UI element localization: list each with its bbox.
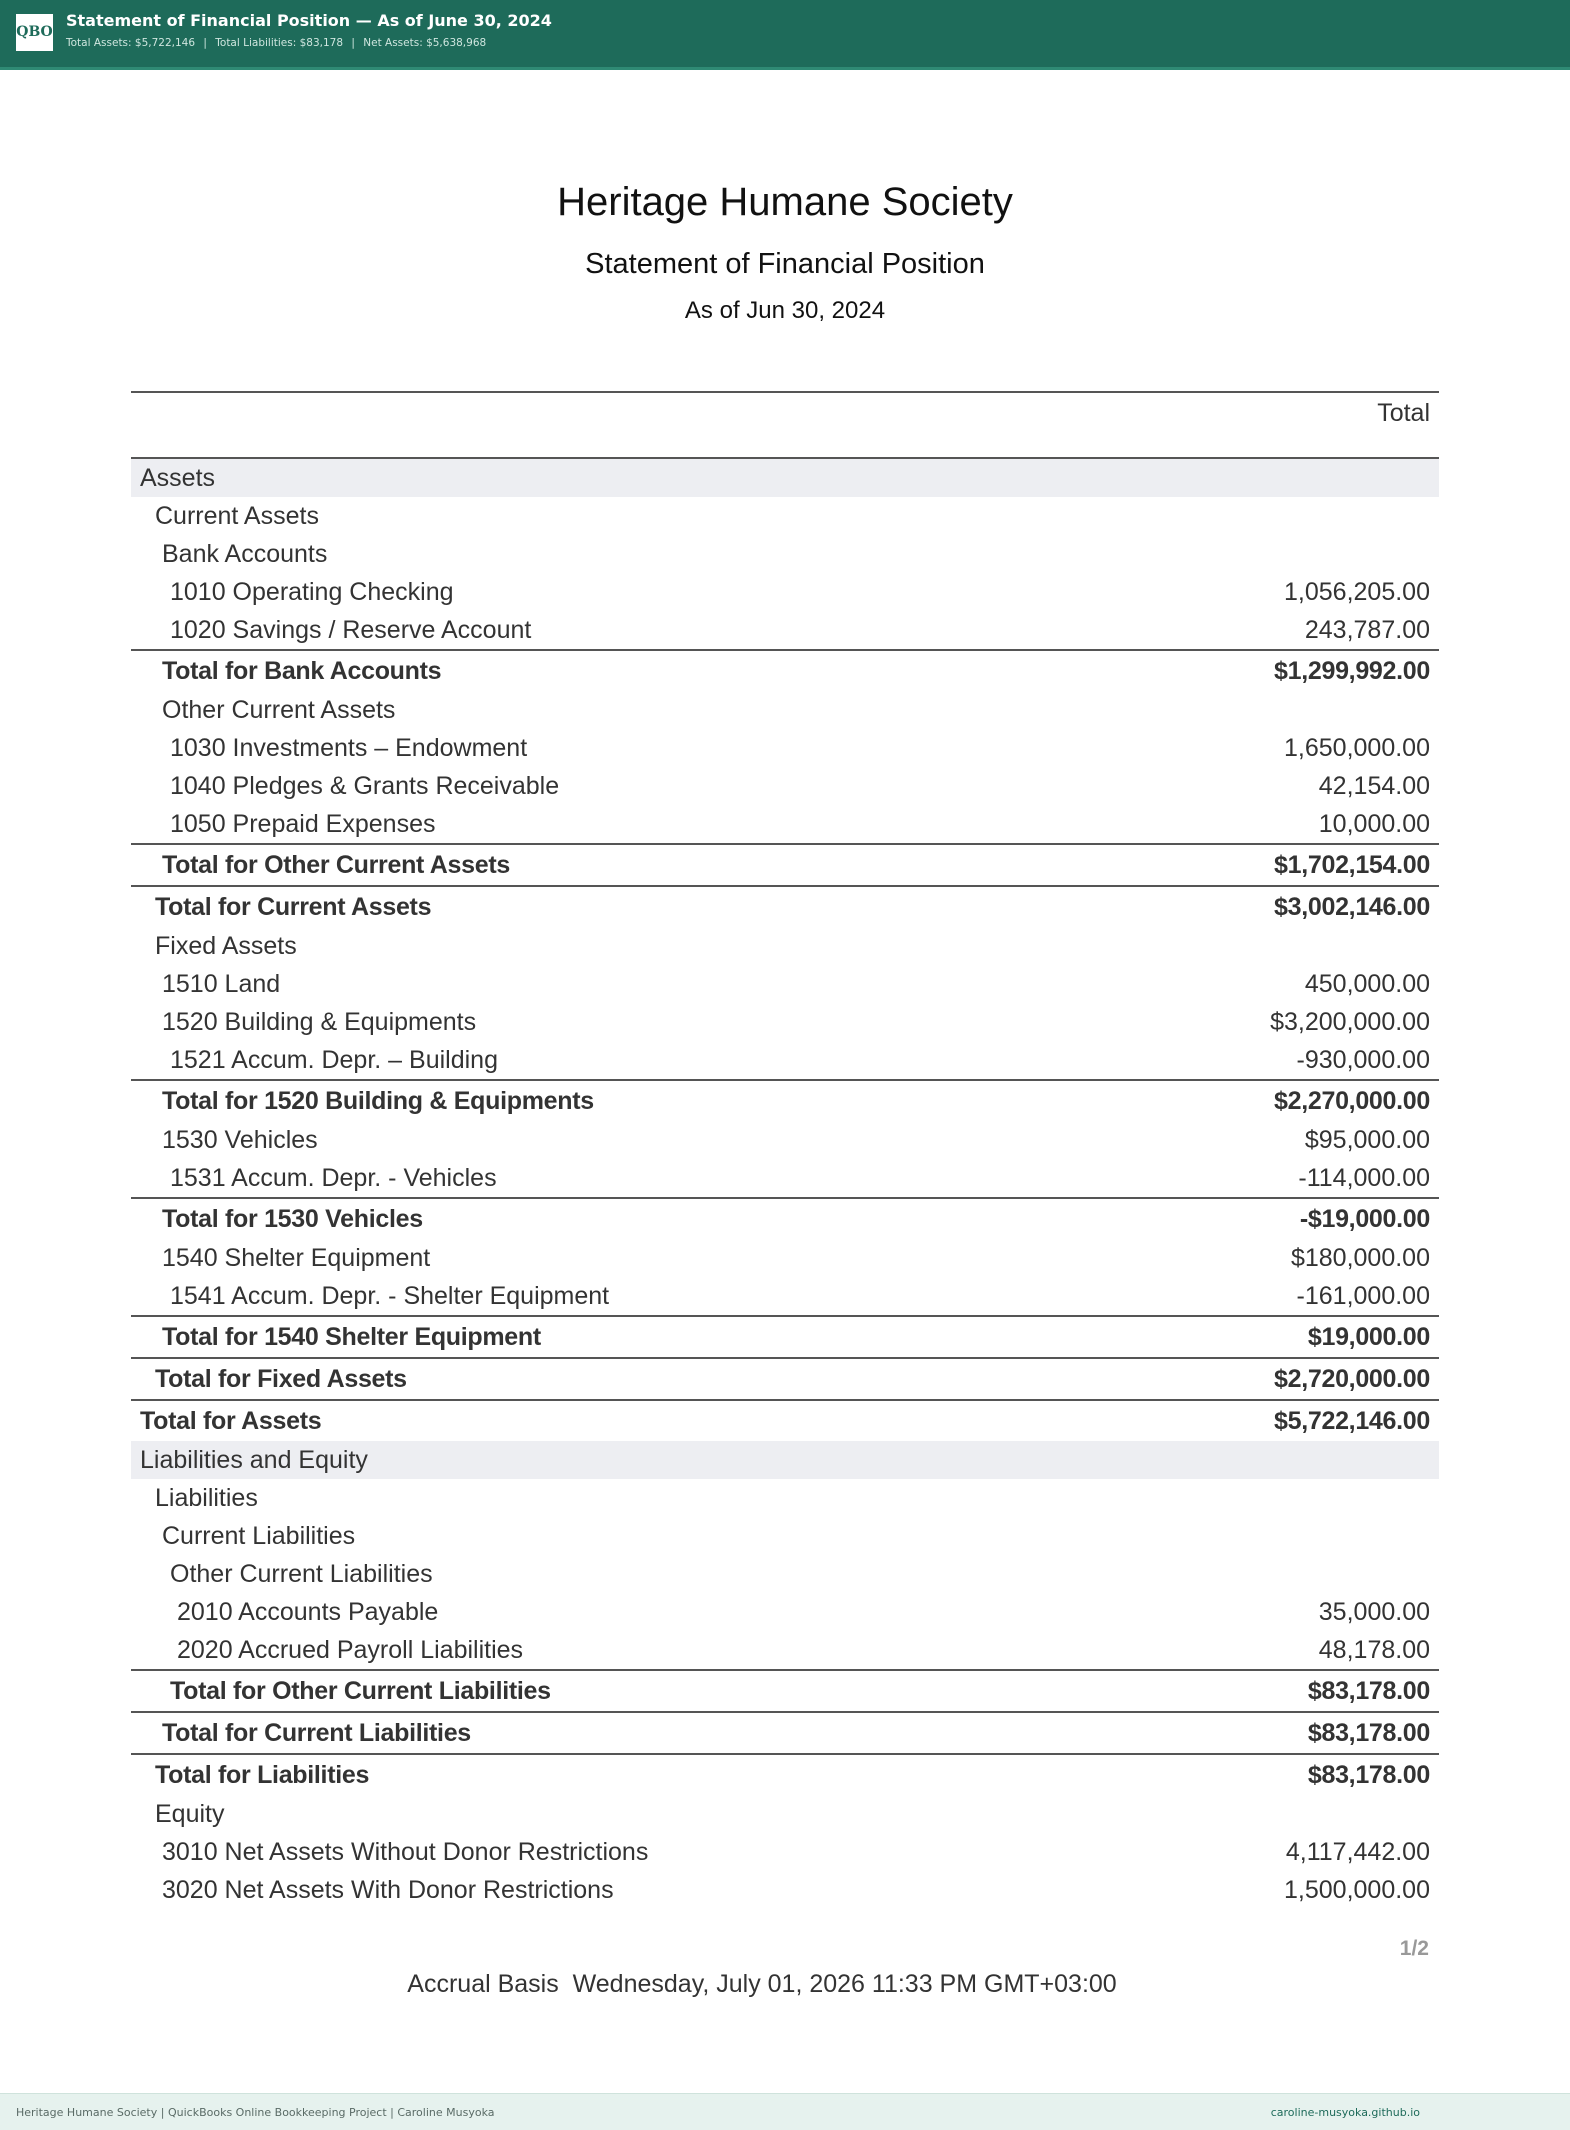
row-amount: 42,154.00 xyxy=(1318,771,1430,800)
row-amount: $19,000.00 xyxy=(1307,1322,1430,1351)
row-amount: 4,117,442.00 xyxy=(1285,1837,1430,1866)
row-label: 1520 Building & Equipments xyxy=(162,1007,477,1036)
footer-credits: Heritage Humane Society | QuickBooks Online Bookkeeping Project | Caroline Musyoka xyxy=(16,2106,495,2119)
row-label: Total for Assets xyxy=(140,1406,322,1435)
account-row xyxy=(131,611,1439,649)
page-number: 1/2 xyxy=(1399,1937,1429,1960)
total-row xyxy=(131,843,1439,885)
group-row xyxy=(131,927,1439,965)
row-label: Total for Liabilities xyxy=(155,1760,370,1789)
total-row xyxy=(131,885,1439,927)
account-row xyxy=(131,573,1439,611)
row-label: 1010 Operating Checking xyxy=(170,577,454,606)
column-header-row xyxy=(131,393,1439,459)
row-label: 2020 Accrued Payroll Liabilities xyxy=(177,1635,524,1664)
qbo-logo: QBO xyxy=(16,14,53,51)
group-row xyxy=(131,497,1439,535)
row-label: Total for 1520 Building & Equipments xyxy=(162,1086,594,1115)
row-amount: -930,000.00 xyxy=(1296,1045,1430,1074)
row-amount: $83,178.00 xyxy=(1307,1718,1430,1747)
accounting-basis-timestamp: Accrual Basis Wednesday, July 01, 2026 11:33 PM GMT+03:00 xyxy=(407,1970,1117,1998)
total-row xyxy=(131,1753,1439,1795)
total-row xyxy=(131,1079,1439,1121)
report-table xyxy=(131,391,1439,1909)
group-row xyxy=(131,1795,1439,1833)
summary-separator: | xyxy=(203,37,207,49)
row-amount: $83,178.00 xyxy=(1307,1676,1430,1705)
row-amount: -114,000.00 xyxy=(1298,1163,1430,1192)
account-row xyxy=(131,1631,1439,1669)
group-row xyxy=(131,1555,1439,1593)
row-label: Total for 1530 Vehicles xyxy=(162,1204,423,1233)
summary-net-assets: Net Assets: $5,638,968 xyxy=(363,37,487,49)
account-row xyxy=(131,1239,1439,1277)
section-row xyxy=(131,1441,1439,1479)
row-label: Total for Fixed Assets xyxy=(155,1364,407,1393)
row-label: Other Current Liabilities xyxy=(170,1559,433,1588)
section-row xyxy=(131,459,1439,497)
row-label: 2010 Accounts Payable xyxy=(177,1597,439,1626)
account-row xyxy=(131,1159,1439,1197)
banner-title: Statement of Financial Position — As of June 30, 2024 xyxy=(66,11,552,30)
row-amount: -161,000.00 xyxy=(1296,1281,1430,1310)
row-amount: 450,000.00 xyxy=(1304,969,1430,998)
row-label: 1050 Prepaid Expenses xyxy=(170,809,436,838)
row-amount: $2,720,000.00 xyxy=(1274,1364,1430,1393)
row-amount: 1,500,000.00 xyxy=(1284,1875,1430,1904)
row-label: 1020 Savings / Reserve Account xyxy=(170,615,532,644)
row-label: Total for Other Current Assets xyxy=(162,850,510,879)
account-row xyxy=(131,729,1439,767)
group-row xyxy=(131,1479,1439,1517)
banner-summary xyxy=(66,37,486,49)
row-label: 3010 Net Assets Without Donor Restrictions xyxy=(162,1837,649,1866)
row-amount: 1,056,205.00 xyxy=(1284,577,1430,606)
row-label: Bank Accounts xyxy=(162,539,328,568)
row-amount: 1,650,000.00 xyxy=(1284,733,1430,762)
total-row xyxy=(131,1357,1439,1399)
row-amount: $1,299,992.00 xyxy=(1274,656,1430,685)
row-label: Liabilities and Equity xyxy=(140,1445,368,1474)
group-row xyxy=(131,1517,1439,1555)
group-row xyxy=(131,535,1439,573)
row-amount: -$19,000.00 xyxy=(1299,1204,1430,1233)
summary-total-assets: Total Assets: $5,722,146 xyxy=(66,37,196,49)
page-footer xyxy=(0,2093,1570,2130)
row-amount: 35,000.00 xyxy=(1318,1597,1430,1626)
row-amount: $3,200,000.00 xyxy=(1270,1007,1430,1036)
row-amount: $5,722,146.00 xyxy=(1274,1406,1430,1435)
column-header-total: Total xyxy=(1377,399,1430,427)
row-label: Fixed Assets xyxy=(155,931,297,960)
row-amount: $2,270,000.00 xyxy=(1274,1086,1430,1115)
row-label: Current Liabilities xyxy=(162,1521,356,1550)
row-label: Total for Other Current Liabilities xyxy=(170,1676,551,1705)
report-title: Statement of Financial Position xyxy=(585,248,985,280)
total-row xyxy=(131,1711,1439,1753)
total-row xyxy=(131,1399,1439,1441)
row-label: 3020 Net Assets With Donor Restrictions xyxy=(162,1875,614,1904)
row-label: 1521 Accum. Depr. – Building xyxy=(170,1045,498,1074)
report-rows xyxy=(131,459,1439,1909)
row-label: Liabilities xyxy=(155,1483,258,1512)
row-label: 1030 Investments – Endowment xyxy=(170,733,528,762)
total-row xyxy=(131,1197,1439,1239)
summary-separator: | xyxy=(351,37,355,49)
account-row xyxy=(131,767,1439,805)
row-amount: 48,178.00 xyxy=(1318,1635,1430,1664)
total-row xyxy=(131,649,1439,691)
summary-total-liabilities: Total Liabilities: $83,178 xyxy=(215,37,344,49)
footer-link[interactable]: caroline-musyoka.github.io xyxy=(1270,2106,1420,2119)
account-row xyxy=(131,1277,1439,1315)
account-row xyxy=(131,1871,1439,1909)
row-label: Assets xyxy=(140,463,216,492)
row-label: 1510 Land xyxy=(162,969,281,998)
row-label: Total for 1540 Shelter Equipment xyxy=(162,1322,541,1351)
row-amount: 10,000.00 xyxy=(1318,809,1430,838)
account-row xyxy=(131,1003,1439,1041)
row-label: Total for Bank Accounts xyxy=(162,656,442,685)
row-label: Current Assets xyxy=(155,501,319,530)
account-row xyxy=(131,1041,1439,1079)
row-label: 1531 Accum. Depr. - Vehicles xyxy=(170,1163,497,1192)
organization-name: Heritage Humane Society xyxy=(557,180,1013,224)
account-row xyxy=(131,1121,1439,1159)
row-amount: $95,000.00 xyxy=(1304,1125,1430,1154)
row-amount: $1,702,154.00 xyxy=(1274,850,1430,879)
row-label: 1530 Vehicles xyxy=(162,1125,318,1154)
report-date: As of Jun 30, 2024 xyxy=(684,297,886,324)
row-amount: $180,000.00 xyxy=(1290,1243,1430,1272)
row-label: 1540 Shelter Equipment xyxy=(162,1243,431,1272)
total-row xyxy=(131,1315,1439,1357)
row-amount: 243,787.00 xyxy=(1304,615,1430,644)
row-amount: $3,002,146.00 xyxy=(1274,892,1430,921)
row-label: Total for Current Liabilities xyxy=(162,1718,471,1747)
total-row xyxy=(131,1669,1439,1711)
group-row xyxy=(131,691,1439,729)
row-amount: $83,178.00 xyxy=(1307,1760,1430,1789)
row-label: Equity xyxy=(155,1799,225,1828)
account-row xyxy=(131,1593,1439,1631)
account-row xyxy=(131,1833,1439,1871)
row-label: 1541 Accum. Depr. - Shelter Equipment xyxy=(170,1281,610,1310)
row-label: 1040 Pledges & Grants Receivable xyxy=(170,771,560,800)
row-label: Total for Current Assets xyxy=(155,892,432,921)
account-row xyxy=(131,805,1439,843)
account-row xyxy=(131,965,1439,1003)
top-banner xyxy=(0,0,1570,70)
row-label: Other Current Assets xyxy=(162,695,396,724)
